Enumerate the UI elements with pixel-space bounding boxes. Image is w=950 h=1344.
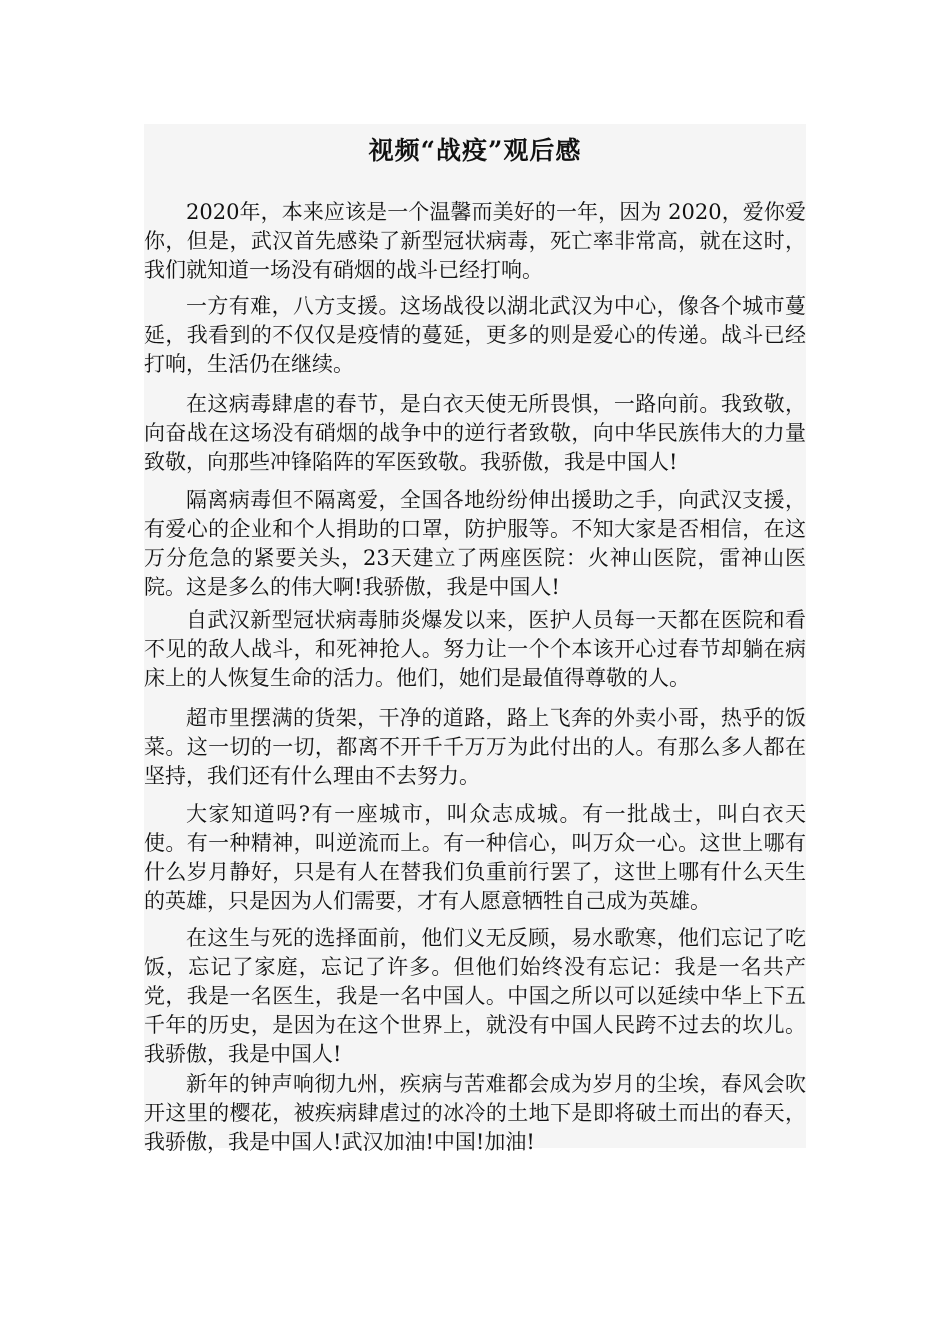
paragraph-4: 隔离病毒但不隔离爱，全国各地纷纷伸出援助之手，向武汉支援，有爱心的企业和个人捐助的口罩，防护服等。不知大家是否相信，在这万分危急的紧要关头，23天建立了两座医院：火神山医院，雷神山医院。这是多么的伟大啊!我骄傲，我是中国人! (144, 488, 806, 599)
document-title: 视频“战疫”观后感 (368, 136, 582, 165)
paragraph-2: 一方有难，八方支援。这场战役以湖北武汉为中心，像各个城市蔓延，我看到的不仅仅是疫情的蔓延，更多的则是爱心的传递。战斗已经打响，生活仍在继续。 (144, 294, 806, 376)
paragraph-8: 在这生与死的选择面前，他们义无反顾，易水歌寒，他们忘记了吃饭，忘记了家庭，忘记了许多。但他们始终没有忘记：我是一名共产党，我是一名医生，我是一名中国人。中国之所以可以延续中华上下五千年的历史，是因为在这个世界上，就没有中国人民跨不过去的坎儿。我骄傲，我是中国人! (144, 926, 806, 1066)
paragraph-5: 自武汉新型冠状病毒肺炎爆发以来，医护人员每一天都在医院和看不见的敌人战斗，和死神抢人。努力让一个个本该开心过春节却躺在病床上的人恢复生命的活力。他们，她们是最值得尊敬的人。 (144, 608, 806, 690)
paragraph-7: 大家知道吗?有一座城市，叫众志成城。有一批战士，叫白衣天使。有一种精神，叫逆流而上。有一种信心，叫万众一心。这世上哪有什么岁月静好，只是有人在替我们负重前行罢了，这世上哪有什么天生的英雄，只是因为人们需要，才有人愿意牺牲自己成为英雄。 (144, 802, 806, 913)
paragraph-9: 新年的钟声响彻九州，疾病与苦难都会成为岁月的尘埃，春风会吹开这里的樱花，被疾病肆虐过的冰冷的土地下是即将破土而出的春天，我骄傲，我是中国人!武汉加油!中国!加油! (144, 1072, 806, 1154)
paragraph-6: 超市里摆满的货架，干净的道路，路上飞奔的外卖小哥，热乎的饭菜。这一切的一切，都离不开千千万万为此付出的人。有那么多人都在坚持，我们还有什么理由不去努力。 (144, 706, 806, 788)
paragraph-3: 在这病毒肆虐的春节，是白衣天使无所畏惧，一路向前。我致敬，向奋战在这场没有硝烟的战争中的逆行者致敬，向中华民族伟大的力量致敬，向那些冲锋陷阵的军医致敬。我骄傲，我是中国人! (144, 392, 806, 474)
paragraph-1: 2020年，本来应该是一个温馨而美好的一年，因为 2020，爱你爱你，但是，武汉首先感染了新型冠状病毒，死亡率非常高，就在这时，我们就知道一场没有硝烟的战斗已经打响。 (144, 200, 806, 282)
